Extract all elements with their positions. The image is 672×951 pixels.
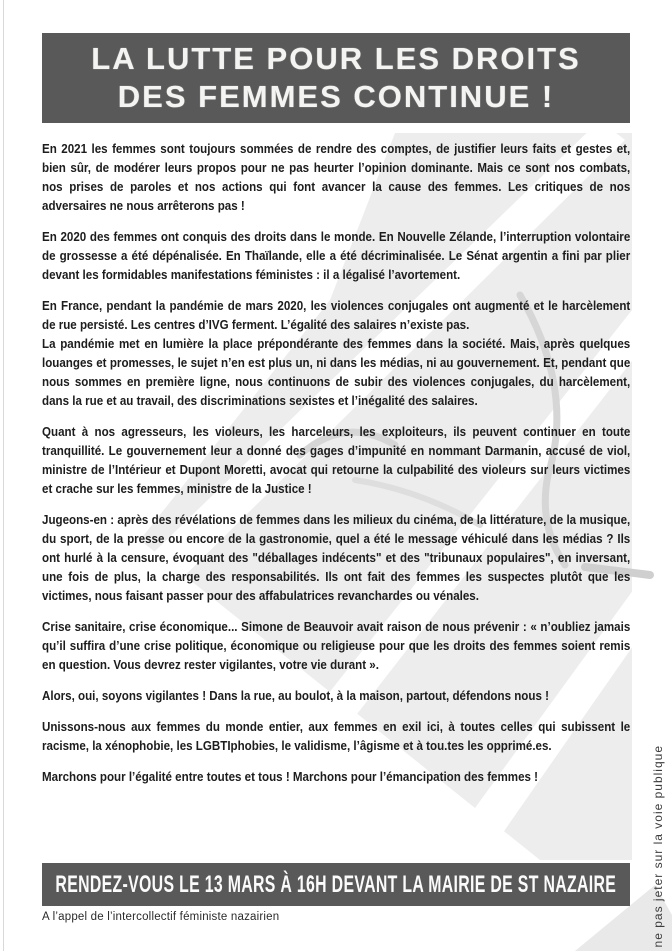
paragraph-pandemic-spotlight: La pandémie met en lumière la place prépondérante des femmes dans la société. Mais, après quelques louanges et promesses, le sujet n’en est plus un, ni dans les médias, ni au gouvernement. Et, pendant que nous sommes en première ligne, nous continuons de subir des violences conjugales, du harcèlement, dans la rue et au travail, des discriminations sexistes et l’inégalité des salaires. — [42, 336, 631, 408]
rendezvous-text: RENDEZ-VOUS LE 13 MARS À 16H DEVANT LA MAIRIE DE ST NAZAIRE — [55, 870, 617, 898]
title-banner — [42, 33, 630, 123]
paragraph-2021: En 2021 les femmes sont toujours sommées de rendre des comptes, de justifier leurs faits et gestes et, bien sûr, de modérer leurs propos pour ne pas heurter l’opinion dominante. Mais ce sont nos combats, nos prises de paroles et nos actions qui font avancer la cause des femmes. Les critiques de nos adversaires ne nous arrêterons pas ! — [42, 141, 631, 213]
paragraph-marchons: Marchons pour l’égalité entre toutes et tous ! Marchons pour l’émancipation des femmes ! — [42, 769, 539, 784]
paragraph-union: Unissons-nous aux femmes du monde entier, aux femmes en exil ici, à toutes celles qui subissent le racisme, la xénophobie, les LGBTIphobies, le validisme, l’âgisme et à tou.tes les opprimé.es. — [42, 719, 631, 753]
paragraph-france-pandemic: En France, pendant la pandémie de mars 2020, les violences conjugales ont augmenté et le harcèlement de rue persisté. Les centres d’IVG ferment. L’égalité des salaires n’existe pas. — [42, 298, 631, 332]
body-text — [42, 139, 630, 798]
title-line-2: DES FEMMES CONTINUE ! — [117, 79, 555, 114]
side-note-vertical: ne pas jeter sur la voie publique — [651, 744, 665, 947]
credit-line: A l’appel de l’intercollectif féministe nazairien — [42, 911, 280, 923]
paragraph-media: Jugeons-en : après des révélations de femmes dans les milieux du cinéma, de la littérature, de la musique, du sport, de la presse ou encore de la gastronomie, quel a été le message véhiculé dans les médias ? Ils ont hurlé à la censure, évoquant des "déballages indécents" et des "tribunaux populaires", en inversant, une fois de plus, la charge des responsabilités. Ils ont fait des femmes les suspectes plutôt que les victimes, nous faisant passer pour des affabulatrices revanchardes ou vénales. — [42, 512, 631, 603]
paragraph-vigilantes: Alors, oui, soyons vigilantes ! Dans la rue, au boulot, à la maison, partout, défendons nous ! — [42, 688, 549, 703]
title-line-1: LA LUTTE POUR LES DROITS — [91, 41, 581, 76]
paragraph-beauvoir-quote: Crise sanitaire, crise économique... Simone de Beauvoir avait raison de nous prévenir : « n’oubliez jamais qu’il suffira d’une crise politique, économique ou religieuse pour que les droits des femmes soient remis en question. Vous devrez rester vigilantes, votre vie durant ». — [42, 619, 631, 672]
paragraph-aggressors: Quant à nos agresseurs, les violeurs, les harceleurs, les exploiteurs, ils peuvent continuer en toute tranquillité. Le gouvernement leur a donné des gages d’impunité en nommant Darmanin, accusé de viol, ministre de l’Intérieur et Dupont Moretti, avocat qui retourne la culpabilité des violeurs sur leurs victimes et crache sur les femmes, ministre de la Justice ! — [42, 424, 631, 496]
rendezvous-banner — [42, 863, 630, 906]
paragraph-2020-world: En 2020 des femmes ont conquis des droits dans le monde. En Nouvelle Zélande, l’interruption volontaire de grossesse a été dépénalisée. En Thaïlande, elle a été décriminalisée. Le Sénat argentin a fini par plier devant les formidables manifestations féministes : il a légalisé l’avortement. — [42, 229, 631, 282]
scan-edge-line — [3, 0, 4, 951]
